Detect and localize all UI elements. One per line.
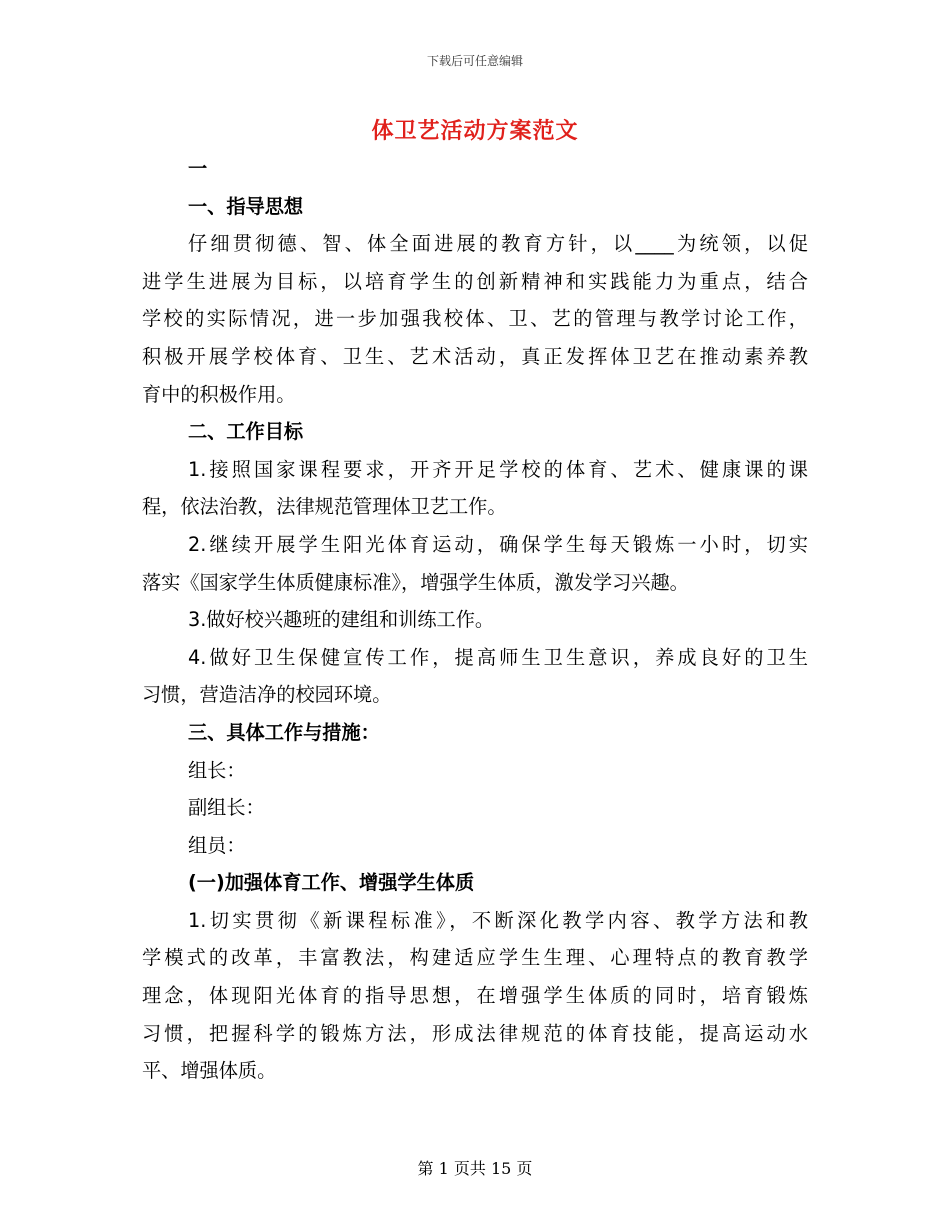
paragraph-line: 1.切实贯彻《新课程标准》，不断深化教学内容、教学方法和教	[188, 908, 808, 932]
page-footer: 第 1 页共 15 页	[417, 1159, 533, 1178]
paragraph-line: 学模式的改革，丰富教法，构建适应学生生理、心理特点的教育教学	[142, 946, 808, 970]
document-title: 体卫艺活动方案范文	[371, 119, 579, 144]
paragraph-line: 习惯，营造洁净的校园环境。	[142, 683, 392, 707]
paragraph-line: 平、增强体质。	[142, 1059, 277, 1083]
paragraph-line: 程，依法治教，法律规范管理体卫艺工作。	[142, 495, 507, 519]
team-leader-line: 组长：	[188, 758, 246, 782]
paragraph-line: 学校的实际情况，进一步加强我校体、卫、艺的管理与教学讨论工作，	[142, 307, 808, 331]
paragraph-line: 积极开展学校体育、卫生、艺术活动，真正发挥体卫艺在推动素养教	[142, 344, 808, 368]
section-marker: 一	[188, 157, 208, 180]
paragraph-line: 1.接照国家课程要求，开齐开足学校的体育、艺术、健康课的课	[188, 457, 808, 481]
subheading-sports-work: (一)加强体育工作、增强学生体质	[188, 871, 475, 895]
document-body	[142, 150, 808, 1090]
paragraph-line: 落实《国家学生体质健康标准》，增强学生体质，激发学习兴趣。	[142, 570, 689, 594]
heading-specific-measures: 三、具体工作与措施：	[188, 720, 380, 744]
paragraph-line: 2.继续开展学生阳光体育运动，确保学生每天锻炼一小时，切实	[188, 532, 808, 556]
team-members-line: 组员：	[188, 833, 246, 857]
paragraph-line: 习惯，把握科学的锻炼方法，形成法律规范的体育技能，提高运动水	[142, 1021, 808, 1045]
paragraph-line: 理念，体现阳光体育的指导思想，在增强学生体质的同时，培育锻炼	[142, 984, 808, 1008]
paragraph-line: 4.做好卫生保健宣传工作，提高师生卫生意识，养成良好的卫生	[188, 645, 808, 669]
heading-work-goals: 二、工作目标	[188, 420, 304, 444]
paragraph-line: 育中的积极作用。	[142, 382, 296, 406]
paragraph-line: 仔细贯彻德、智、体全面进展的教育方针，以____为统领，以促	[188, 232, 808, 256]
deputy-leader-line: 副组长：	[188, 796, 265, 820]
heading-guiding-ideology: 一、指导思想	[188, 194, 304, 218]
paragraph-line: 3.做好校兴趣班的建组和训练工作。	[188, 608, 495, 632]
header-note: 下载后可任意编辑	[426, 54, 523, 68]
paragraph-line: 进学生进展为目标，以培育学生的创新精神和实践能力为重点，结合	[142, 269, 808, 293]
